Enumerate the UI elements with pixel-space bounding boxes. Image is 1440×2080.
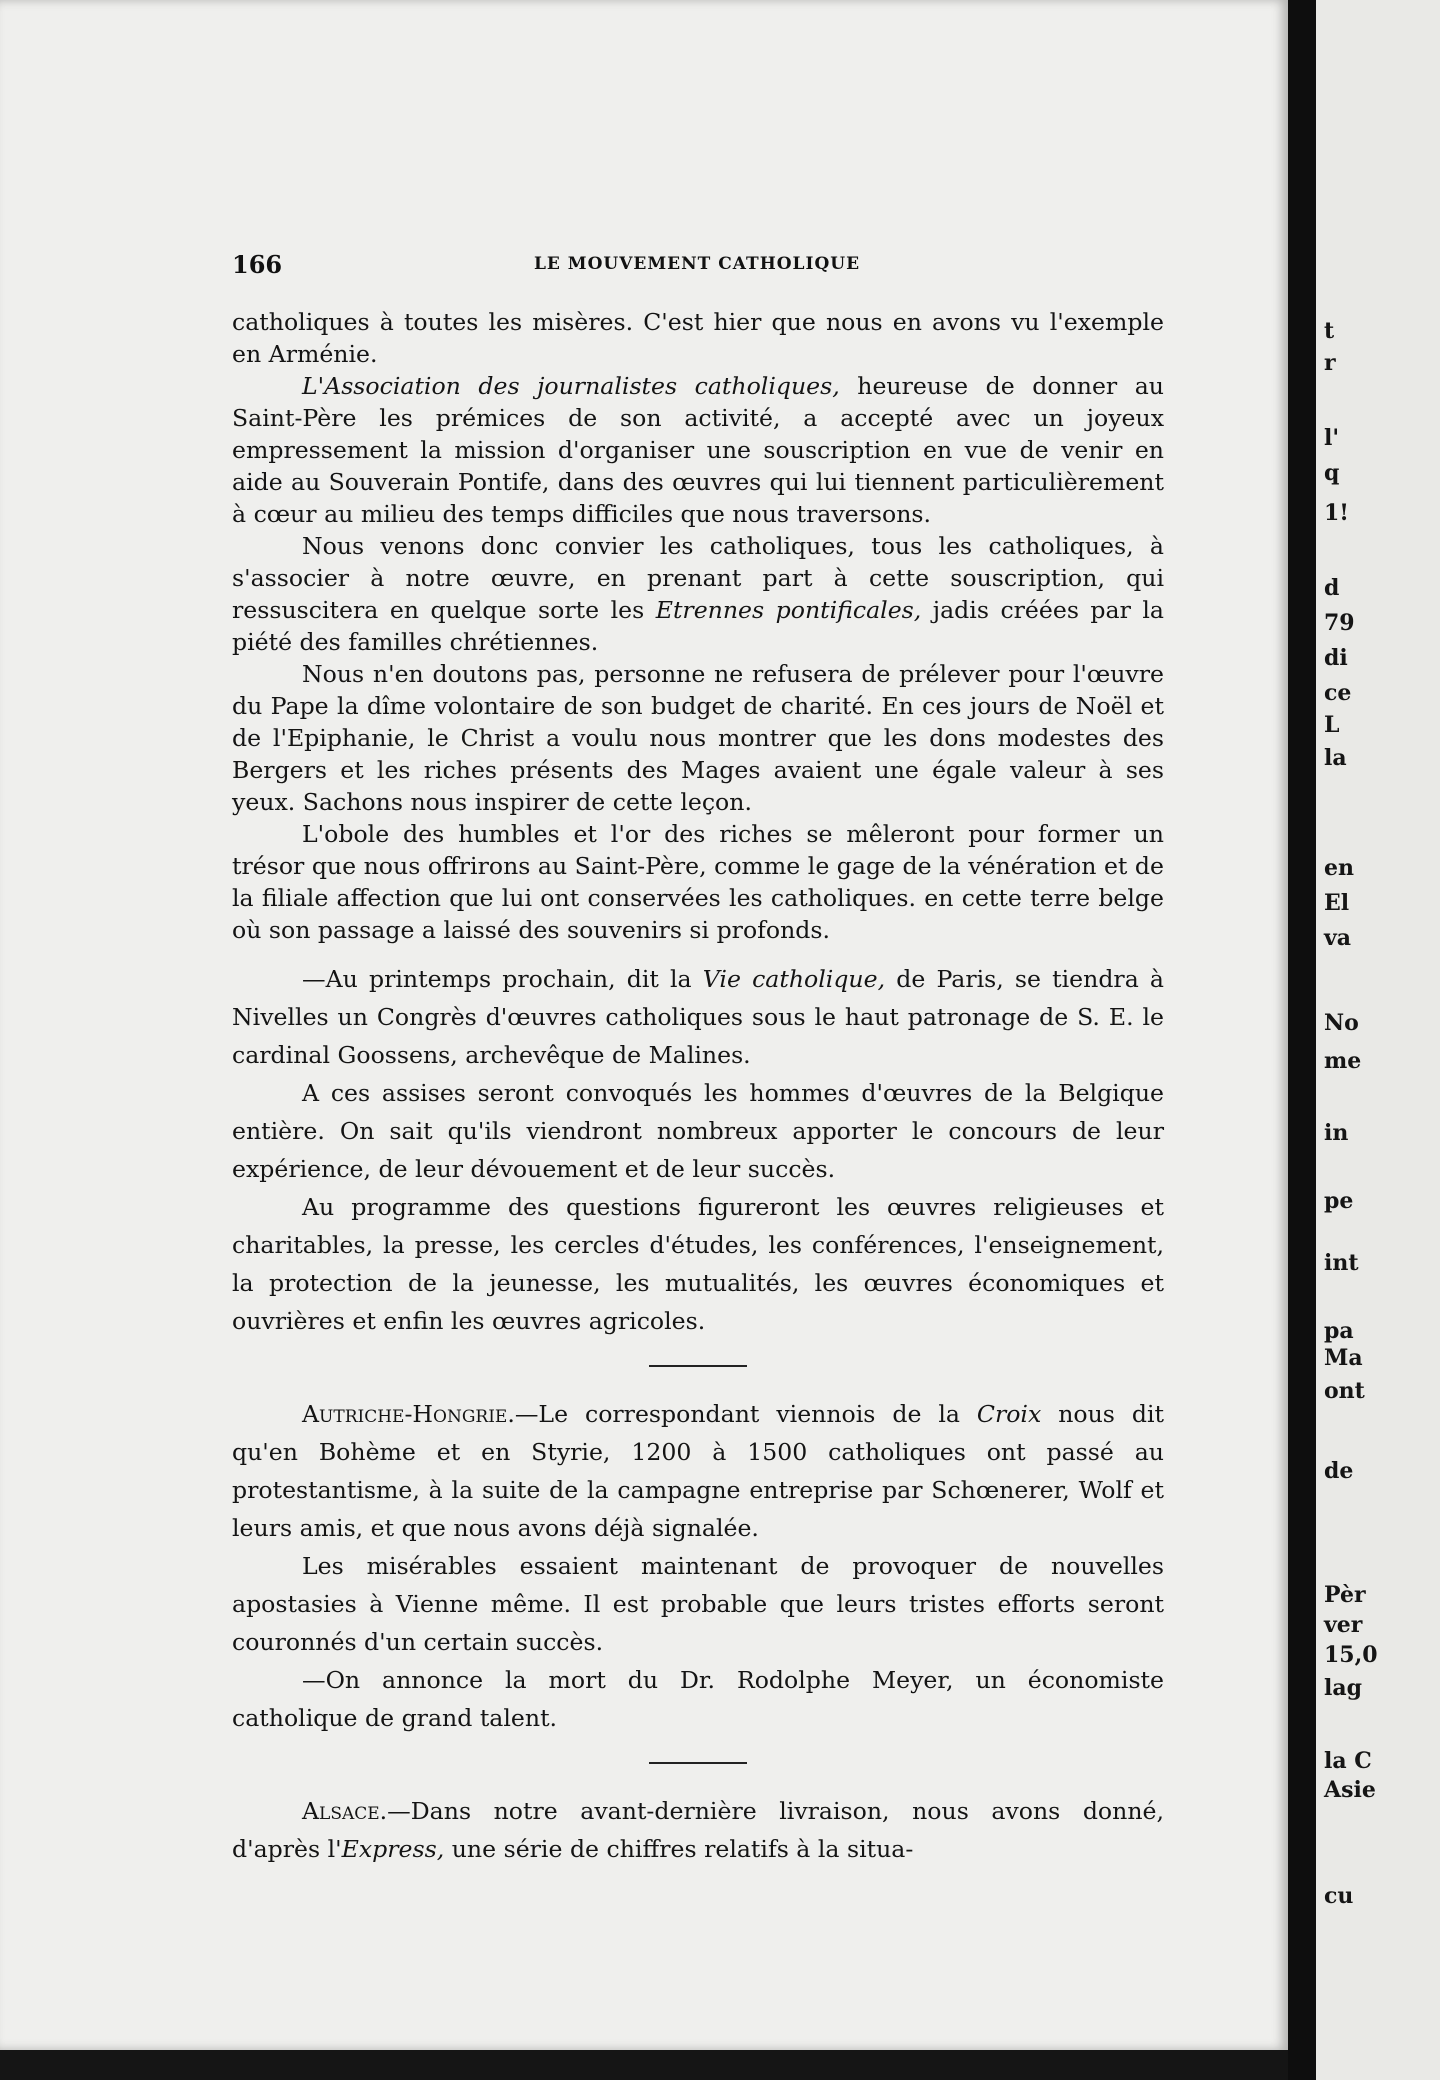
paragraph xyxy=(232,960,1164,1074)
facing-page-fragment: ver xyxy=(1324,1612,1363,1638)
facing-page-fragment: t xyxy=(1324,318,1335,344)
facing-page-fragment: 79 xyxy=(1324,610,1355,636)
page-body xyxy=(232,306,1164,1868)
facing-page-fragment: Asie xyxy=(1324,1777,1376,1803)
paragraph xyxy=(232,1074,1164,1188)
italic-title: L'Association des journalistes catholiques, xyxy=(302,372,840,400)
italic-title: Etrennes pontificales, xyxy=(655,596,922,624)
paragraph xyxy=(232,1661,1164,1737)
facing-page-fragment: q xyxy=(1324,460,1340,486)
facing-page-fragment: d xyxy=(1324,575,1340,601)
facing-page-fragment: 1! xyxy=(1324,500,1349,526)
paragraph xyxy=(232,1547,1164,1661)
facing-page-fragment: en xyxy=(1324,855,1354,881)
scan-bottom-edge xyxy=(0,2050,1288,2080)
paragraph-text: —Dans notre avant-dernière livraison, nous avons donné, d'après l' xyxy=(232,1797,1164,1863)
book-gutter xyxy=(1288,0,1316,2080)
facing-page-fragment: Pèr xyxy=(1324,1582,1366,1608)
page-header xyxy=(232,250,1162,280)
paragraph-text: jadis créées par la piété des familles chrétiennes. xyxy=(232,596,1165,656)
paragraph-text: Au programme des questions figureront les œuvres religieuses et charitables, la presse, les cercles d'études, les conférences, l'enseignement, la protection de la jeunesse, les mutualités, les œuvres économiques et ouvrières et enfin les œuvres agricoles. xyxy=(232,1193,1164,1335)
paragraph-text: nous dit qu'en Bohème et en Styrie, 1200 à 1500 catholiques ont passé au protestantisme, à la suite de la campagne entreprise par Schœnerer, Wolf et leurs amis, et que nous avons déjà signalée. xyxy=(232,1400,1164,1542)
facing-page-fragment: lag xyxy=(1324,1675,1362,1701)
facing-page-fragment: pe xyxy=(1324,1188,1354,1214)
italic-title: Express, xyxy=(341,1835,445,1863)
facing-page-fragment: No xyxy=(1324,1010,1359,1036)
paragraph-text: —Au printemps prochain, dit la xyxy=(302,965,703,993)
facing-page-fragment: la xyxy=(1324,745,1347,771)
facing-page-fragment: pa xyxy=(1324,1318,1354,1344)
paragraph-text: —On annonce la mort du Dr. Rodolphe Meyer, un économiste catholique de grand talent. xyxy=(232,1666,1164,1732)
page-number: 166 xyxy=(232,250,283,279)
paragraph-text: L'obole des humbles et l'or des riches se mêleront pour former un trésor que nous offrirons au Saint-Père, comme le gage de la vénération et de la filiale affection que lui ont conservées les catholiques. en cette terre belge où son passage a laissé des souvenirs si profonds. xyxy=(232,820,1164,944)
facing-page-fragment: la C xyxy=(1324,1748,1372,1774)
paragraph-text: Nous n'en doutons pas, personne ne refusera de prélever pour l'œuvre du Pape la dîme volontaire de son budget de charité. En ces jours de Noël et de l'Epiphanie, le Christ a voulu nous montrer que les dons modestes des Bergers et les riches présents des Mages avaient une égale valeur à ses yeux. Sachons nous inspirer de cette leçon. xyxy=(232,660,1164,816)
facing-page-fragment: El xyxy=(1324,890,1350,916)
paragraph-text: —Le correspondant viennois de la xyxy=(514,1400,977,1428)
facing-page-edge xyxy=(1316,0,1440,2080)
paragraph xyxy=(232,306,1164,370)
facing-page-fragment: in xyxy=(1324,1120,1349,1146)
facing-page-fragment: de xyxy=(1324,1458,1354,1484)
section-heading: Autriche-Hongrie. xyxy=(302,1400,515,1428)
paragraph xyxy=(232,530,1164,658)
news-section-alsace xyxy=(232,1792,1164,1868)
facing-page-fragment: 15,0 xyxy=(1324,1642,1378,1668)
facing-page-fragment: me xyxy=(1324,1048,1362,1074)
paragraph xyxy=(232,1188,1164,1340)
facing-page-fragment: int xyxy=(1324,1250,1359,1276)
italic-title: Vie catholique, xyxy=(702,965,886,993)
facing-page-fragment: Ma xyxy=(1324,1345,1363,1371)
facing-page-fragment: di xyxy=(1324,645,1348,671)
paragraph-text: heureuse de donner au Saint-Père les prémices de son activité, a accepté avec un joyeux empressement la mission d'organiser une souscription en vue de venir en aide au Souverain Pontife, dans des œuvres qui lui tiennent particulièrement à cœur au milieu des temps difficiles que nous traversons. xyxy=(232,372,1164,528)
facing-page-fragment: cu xyxy=(1324,1883,1354,1909)
paragraph-text: A ces assises seront convoqués les hommes d'œuvres de la Belgique entière. On sait qu'ils viendront nombreux apporter le concours de leur expérience, de leur dévouement et de leur succès. xyxy=(232,1079,1164,1183)
section-heading: Alsace. xyxy=(302,1797,388,1825)
paragraph xyxy=(232,1792,1164,1868)
facing-page-fragment: va xyxy=(1324,925,1352,951)
facing-page-fragment: ont xyxy=(1324,1378,1365,1404)
paragraph xyxy=(232,1395,1164,1547)
paragraph-text: de Paris, se tiendra à Nivelles un Congrès d'œuvres catholiques sous le haut patronage de S. E. le cardinal Goossens, archevêque de Malines. xyxy=(232,965,1164,1069)
facing-page-fragment: r xyxy=(1324,350,1336,376)
paragraph-text: Les misérables essaient maintenant de provoquer de nouvelles apostasies à Vienne même. Il est probable que leurs tristes efforts seront couronnés d'un certain succès. xyxy=(232,1552,1164,1656)
news-section-congress xyxy=(232,960,1164,1340)
news-section-austria xyxy=(232,1395,1164,1737)
running-head: LE MOUVEMENT CATHOLIQUE xyxy=(533,254,861,274)
paragraph xyxy=(232,818,1164,946)
facing-page-fragment: ce xyxy=(1324,680,1352,706)
section-divider xyxy=(649,1762,747,1764)
italic-title: Croix xyxy=(976,1400,1042,1428)
paragraph-text: Nous venons donc convier les catholiques, tous les catholiques, à s'associer à notre œuvre, en prenant part à cette souscription, qui ressuscitera en quelque sorte les xyxy=(232,532,1164,624)
paragraph-text: catholiques à toutes les misères. C'est hier que nous en avons vu l'exemple en Arménie. xyxy=(232,308,1164,368)
facing-page-fragment: l' xyxy=(1324,425,1340,451)
section-divider xyxy=(649,1365,747,1367)
paragraph xyxy=(232,370,1164,530)
facing-page-fragment: L xyxy=(1324,712,1340,738)
paragraph xyxy=(232,658,1164,818)
paragraph-text: une série de chiffres relatifs à la situa- xyxy=(444,1835,914,1863)
